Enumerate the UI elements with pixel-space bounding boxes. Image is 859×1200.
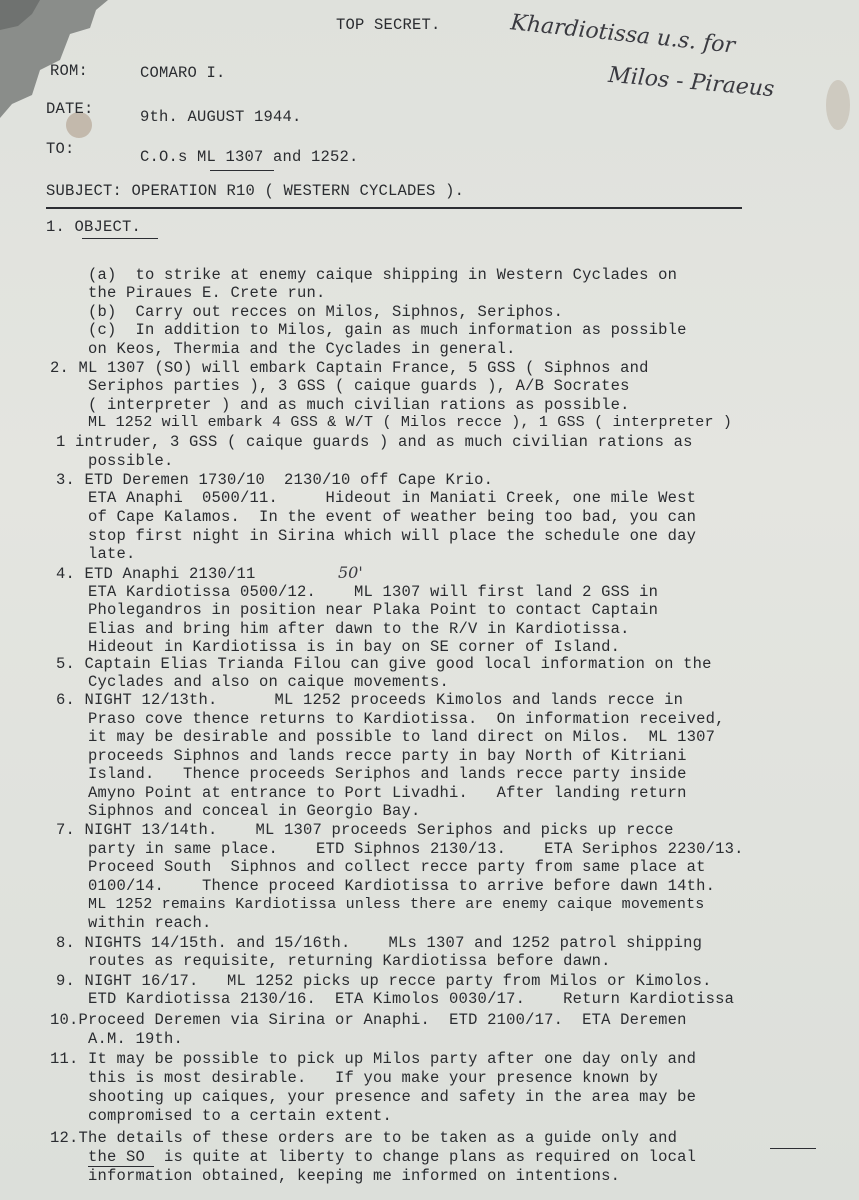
- body-line: proceeds Siphnos and lands recce party in bay North of Kitriani: [88, 747, 687, 765]
- body-line: ( interpreter ) and as much civilian rations as possible.: [88, 396, 630, 414]
- body-line: 11. It may be possible to pick up Milos party after one day only and: [50, 1050, 697, 1068]
- body-line: 0100/14. Thence proceed Kardiotissa to arrive before dawn 14th.: [88, 877, 716, 895]
- body-line: ML 1252 will embark 4 GSS & W/T ( Milos recce ), 1 GSS ( interpreter ): [88, 414, 733, 431]
- handwritten-mark: 50': [338, 563, 363, 582]
- body-line: compromised to a certain extent.: [88, 1107, 393, 1125]
- subject-rule: [46, 207, 742, 209]
- body-line: shooting up caiques, your presence and safety in the area may be: [88, 1088, 697, 1106]
- body-line: Praso cove thence returns to Kardiotissa. On information received,: [88, 710, 725, 728]
- from-label: ROM:: [50, 62, 89, 80]
- handwritten-note: Khardiotissa u.s. for: [509, 10, 737, 59]
- body-line: Proceed South Siphnos and collect recce party from same place at: [88, 858, 706, 876]
- body-line: routes as requisite, returning Kardiotissa before dawn.: [88, 952, 611, 970]
- body-line: Elias and bring him after dawn to the R/V in Kardiotissa.: [88, 620, 630, 638]
- section-heading-object: 1. OBJECT.: [46, 218, 142, 236]
- underline: [210, 170, 274, 171]
- body-line: possible.: [88, 452, 174, 470]
- underline: [770, 1148, 816, 1149]
- body-line: 1 intruder, 3 GSS ( caique guards ) and as much civilian rations as: [56, 433, 693, 451]
- body-line: 4. ETD Anaphi 2130/11: [56, 565, 256, 583]
- body-line: 2. ML 1307 (SO) will embark Captain France, 5 GSS ( Siphnos and: [50, 359, 649, 377]
- body-line: ETA Kardiotissa 0500/12. ML 1307 will first land 2 GSS in: [88, 583, 659, 601]
- body-line: the Piraues E. Crete run.: [88, 284, 326, 302]
- body-line: within reach.: [88, 914, 212, 932]
- body-line: ETA Anaphi 0500/11. Hideout in Maniati Creek, one mile West: [88, 489, 697, 507]
- body-line: ETD Kardiotissa 2130/16. ETA Kimolos 0030/17. Return Kardiotissa: [88, 990, 735, 1008]
- body-line: 3. ETD Deremen 1730/10 2130/10 off Cape Krio.: [56, 471, 494, 489]
- date-label: DATE:: [46, 100, 94, 118]
- body-line: 12.The details of these orders are to be taken as a guide only and: [50, 1129, 678, 1147]
- body-line: the SO is quite at liberty to change plans as required on local: [88, 1148, 697, 1166]
- underline: [88, 1166, 154, 1167]
- body-line: (a) to strike at enemy caique shipping in Western Cyclades on: [88, 266, 678, 284]
- body-line: of Cape Kalamos. In the event of weather being too bad, you can: [88, 508, 697, 526]
- body-line: Pholegandros in position near Plaka Point to contact Captain: [88, 601, 659, 619]
- date-value: 9th. AUGUST 1944.: [140, 108, 302, 126]
- subject-line: SUBJECT: OPERATION R10 ( WESTERN CYCLADES ).: [46, 182, 465, 200]
- body-line: 6. NIGHT 12/13th. ML 1252 proceeds Kimolos and lands recce in: [56, 691, 684, 709]
- body-line: Cyclades and also on caique movements.: [88, 673, 450, 691]
- body-line: stop first night in Sirina which will place the schedule one day: [88, 527, 697, 545]
- body-line: 9. NIGHT 16/17. ML 1252 picks up recce party from Milos or Kimolos.: [56, 972, 712, 990]
- body-line: Seriphos parties ), 3 GSS ( caique guards ), A/B Socrates: [88, 377, 630, 395]
- body-line: late.: [88, 545, 136, 563]
- to-value: C.O.s ML 1307 and 1252.: [140, 148, 359, 166]
- classification-heading: TOP SECRET.: [336, 16, 441, 34]
- from-value: COMARO I.: [140, 64, 226, 82]
- body-line: on Keos, Thermia and the Cyclades in general.: [88, 340, 516, 358]
- body-line: Hideout in Kardiotissa is in bay on SE corner of Island.: [88, 638, 621, 656]
- body-line: 10.Proceed Deremen via Sirina or Anaphi. ETD 2100/17. ETA Deremen: [50, 1011, 687, 1029]
- body-line: 5. Captain Elias Trianda Filou can give good local information on the: [56, 655, 712, 673]
- handwritten-note: Milos - Piraeus: [607, 62, 776, 103]
- body-line: Siphnos and conceal in Georgio Bay.: [88, 802, 421, 820]
- body-line: ML 1252 remains Kardiotissa unless there are enemy caique movements: [88, 896, 705, 913]
- body-line: party in same place. ETD Siphnos 2130/13. ETA Seriphos 2230/13.: [88, 840, 744, 858]
- stain-mark: [826, 80, 850, 130]
- body-line: this is most desirable. If you make your presence known by: [88, 1069, 659, 1087]
- body-line: Amyno Point at entrance to Port Livadhi. After landing return: [88, 784, 687, 802]
- body-line: it may be desirable and possible to land direct on Milos. ML 1307: [88, 728, 716, 746]
- body-line: Island. Thence proceeds Seriphos and lands recce party inside: [88, 765, 687, 783]
- body-line: A.M. 19th.: [88, 1030, 184, 1048]
- body-line: information obtained, keeping me informed on intentions.: [88, 1167, 621, 1185]
- underline: [82, 238, 158, 239]
- body-line: 7. NIGHT 13/14th. ML 1307 proceeds Seriphos and picks up recce: [56, 821, 674, 839]
- body-line: 8. NIGHTS 14/15th. and 15/16th. MLs 1307 and 1252 patrol shipping: [56, 934, 703, 952]
- to-label: TO:: [46, 140, 75, 158]
- body-line: (c) In addition to Milos, gain as much information as possible: [88, 321, 687, 339]
- body-line: (b) Carry out recces on Milos, Siphnos, Seriphos.: [88, 303, 564, 321]
